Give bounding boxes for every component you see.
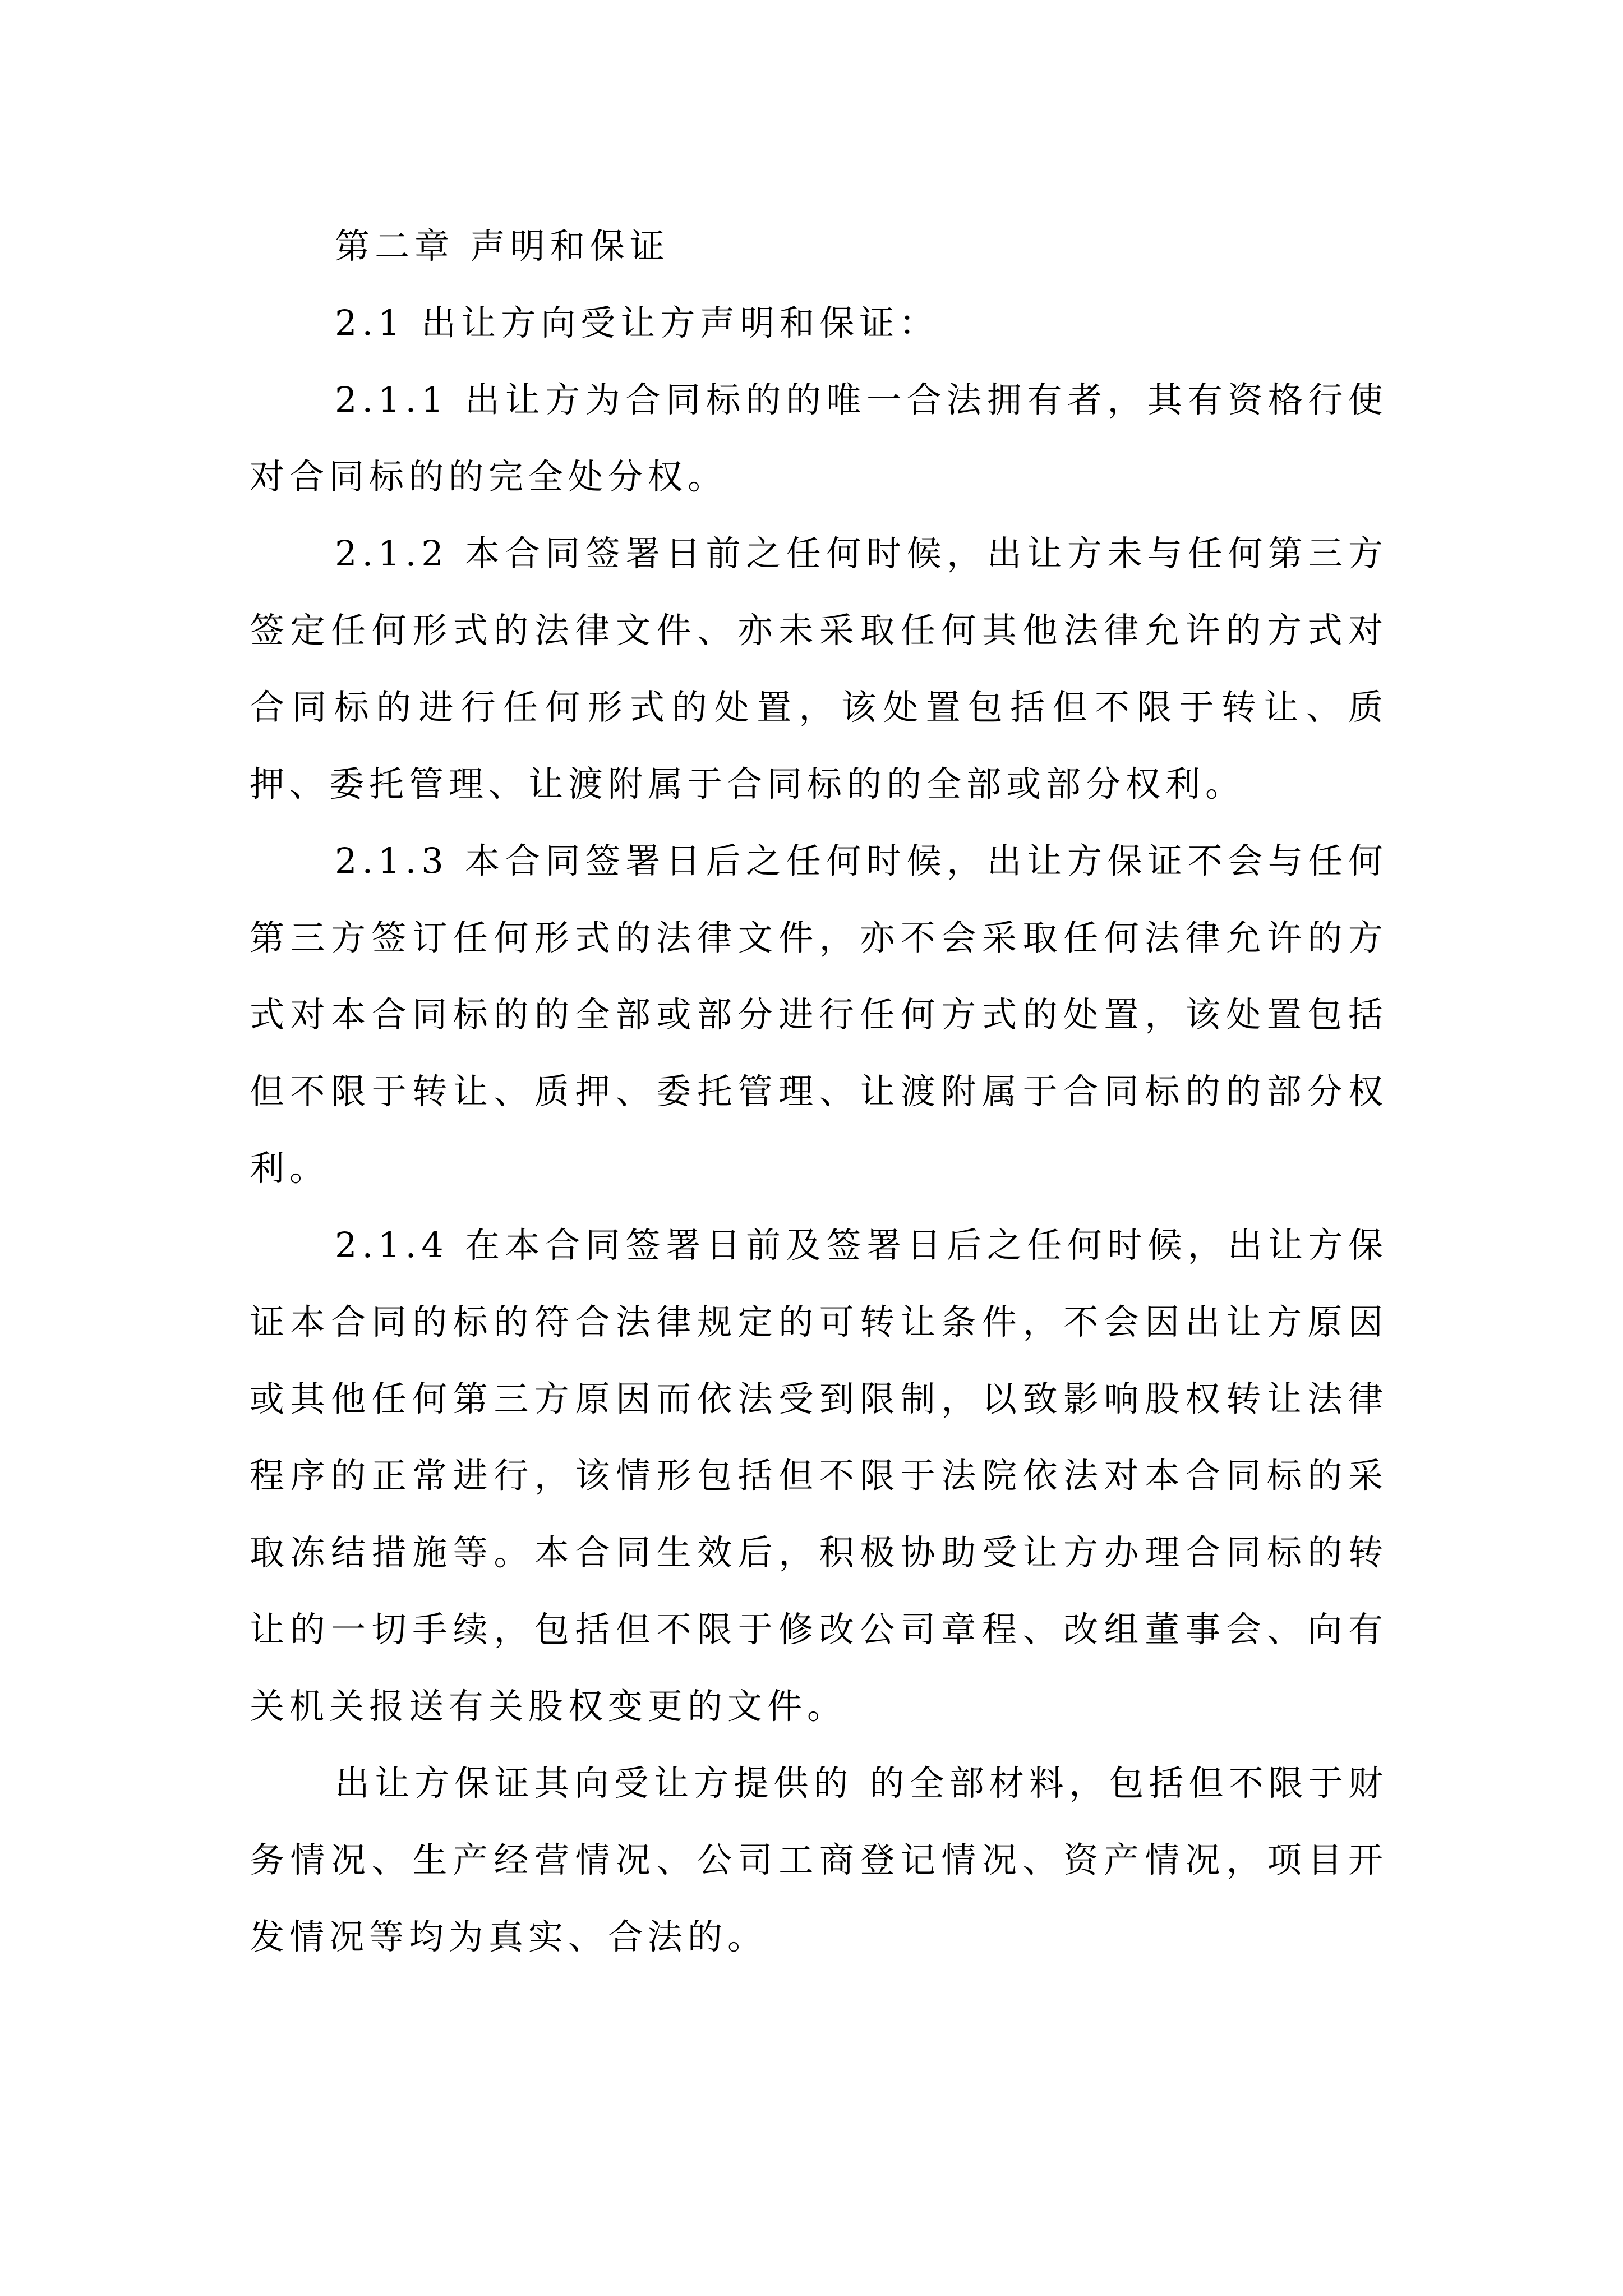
paragraph-2-1-3: 2.1.3 本合同签署日后之任何时候，出让方保证不会与任何第三方签订任何形式的法律文件，亦不会采取任何法律允许的方式对本合同标的的全部或部分进行任何方式的处置，该处置包括但不限于转让、质押、委托管理、让渡附属于合同标的的部分权利。 <box>250 840 1388 1189</box>
section-heading: 2.1 出让方向受让方声明和保证： <box>335 302 939 343</box>
paragraph-guarantee: 出让方保证其向受让方提供的 的全部材料，包括但不限于财务情况、生产经营情况、公司工商登记情况、资产情况，项目开发情况等均为真实、合法的。 <box>250 1763 1388 1957</box>
document-body <box>250 208 1388 1975</box>
paragraph-2-1-1: 2.1.1 出让方为合同标的的唯一合法拥有者，其有资格行使对合同标的的完全处分权。 <box>250 379 1388 497</box>
chapter-heading: 第二章 声明和保证 <box>335 226 670 266</box>
paragraph-2-1-2: 2.1.2 本合同签署日前之任何时候，出让方未与任何第三方签定任何形式的法律文件、亦未采取任何其他法律允许的方式对合同标的进行任何形式的处置，该处置包括但不限于转让、质押、委托管理、让渡附属于合同标的的全部或部分权利。 <box>250 533 1388 804</box>
paragraph-2-1-4: 2.1.4 在本合同签署日前及签署日后之任何时候，出让方保证本合同的标的符合法律规定的可转让条件，不会因出让方原因或其他任何第三方原因而依法受到限制，以致影响股权转让法律程序的正常进行，该情形包括但不限于法院依法对本合同标的采取冻结措施等。本合同生效后，积极协助受让方办理合同标的转让的一切手续，包括但不限于修改公司章程、改组董事会、向有关机关报送有关股权变更的文件。 <box>250 1225 1388 1727</box>
